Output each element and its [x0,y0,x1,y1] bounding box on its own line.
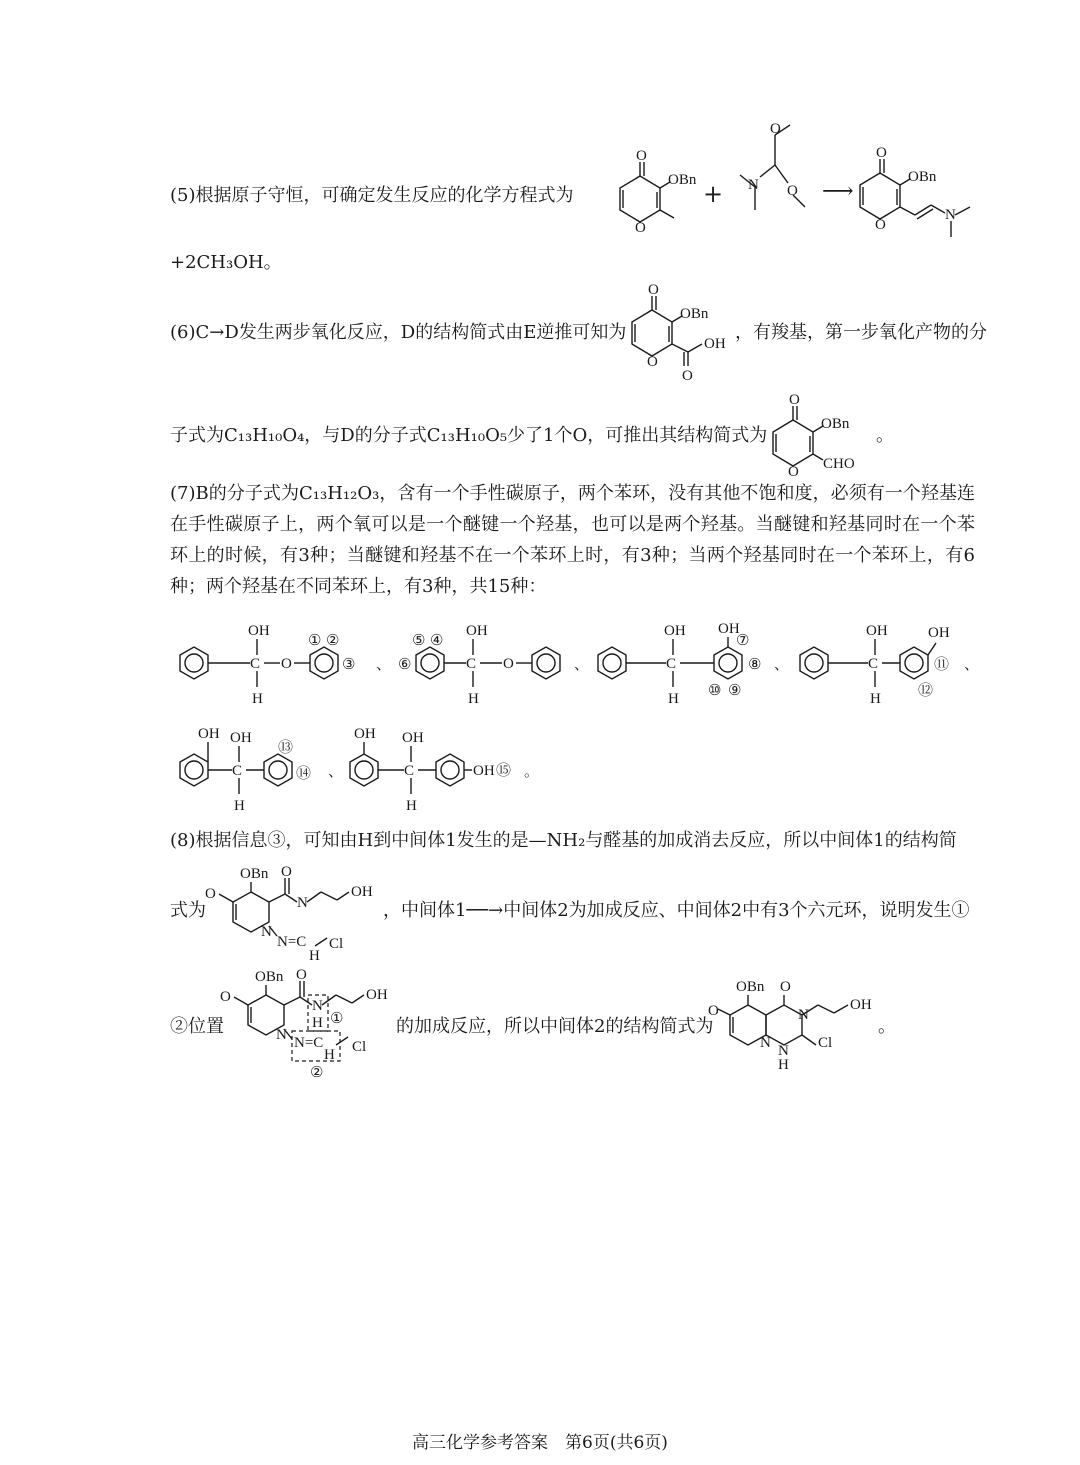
nh-h-label: H [778,1057,789,1073]
pos-2: ② [326,633,340,649]
chiral-c-label: C [666,656,677,672]
ring-oh-label: OH [718,621,740,637]
obn-label: OBn [255,969,284,985]
oh-label: OH [402,730,424,746]
h-label: H [406,798,417,814]
pos-7: ⑦ [736,633,750,649]
oh-label: OH [664,623,686,639]
oh-label: OH [366,987,388,1003]
isomer-3 [598,621,761,707]
ketone-o-label: O [789,392,800,408]
oh-label: OH [248,623,270,639]
intermediate-1-structure [205,862,385,962]
obn-label: OBn [668,172,697,188]
amide-o-label: O [296,967,307,983]
pos-11: ⑪ [934,657,950,673]
ring-o-label: O [635,220,646,236]
section8-line2-after: ，中间体1──→中间体2为加成反应、中间体2中有3个六元环，说明发生① [383,900,970,921]
ring-n-label: N [276,1027,287,1043]
addition-sites-structure [220,965,400,1085]
methoxy-o-label: O [770,121,781,137]
oh-label: OH [466,623,488,639]
ketone-o-label: O [708,1003,719,1019]
obn-label: OBn [680,306,709,322]
ring-n-label: N [261,924,272,940]
ring-n1-label: N [760,1035,771,1051]
section8-line3-before: ②位置 [170,1016,224,1037]
oh-label: OH [230,730,252,746]
amide-n-label: N [312,998,323,1014]
cl-label: Cl [352,1039,367,1055]
h-label: H [252,691,263,707]
chiral-c-label: C [868,656,879,672]
ketone-o-label: O [648,282,659,298]
isomers-row1 [170,615,980,715]
pos-8: ⑧ [748,657,762,673]
amide-o-label: O [281,864,292,880]
ether-o-label: O [281,656,292,672]
pos-15: ⑮ [496,763,512,779]
oh-label: OH [704,336,726,352]
isomers-row2 [170,722,590,822]
separator: 、 [964,657,980,673]
section6-line2-after: 。 [876,425,894,446]
section5-text: (5)根据原子守恒，可确定发生反应的化学方程式为 [170,185,574,206]
ring-o-label: O [647,354,658,370]
mark-2: ② [310,1065,324,1081]
h-label: H [309,948,320,964]
section8-line2-before: 式为 [170,900,206,921]
pos-12: ⑫ [918,683,934,699]
h-label: H [234,798,245,814]
section6-line1-before: (6)C→D发生两步氧化反应，D的结构简式由E逆推可知为 [170,322,627,343]
section6-d-structure [632,282,742,382]
ring-n3-label: N [798,1007,809,1023]
hydrazone-label: N=C [277,934,307,950]
section7-paragraph: (7)B的分子式为C₁₃H₁₂O₃，含有一个手性碳原子，两个苯环，没有其他不饱和度，必须有一个羟基连在手性碳原子上，两个氧可以是一个醚键一个羟基，也可以是两个羟基。当醚键和羟基同时在一个苯环上的时候，有3种；当醚键和羟基不在一个苯环上时，有3种；当两个羟基同时在一个苯环上，有6种；两个羟基在不同苯环上，有3种，共15种： [170,483,975,597]
cl-label: Cl [329,936,344,952]
mark-1: ① [330,1011,344,1027]
ketone-o-label: O [205,886,216,902]
section8-line1: (8)根据信息③，可知由H到中间体1发生的是—NH₂与醛基的加成消去反应，所以中间体1的结构简 [170,830,957,851]
section6-line1-after: ，有羧基，第一步氧化产物的分 [735,322,987,343]
h-label: H [668,691,679,707]
ring-o-label: O [875,217,886,233]
imine-h-label: H [324,1047,335,1063]
pos-13: ⑬ [278,740,294,756]
methoxy-o2-label: O [787,183,798,199]
end-mark: 。 [524,764,540,780]
ketone-o-label: O [876,145,887,161]
ether-o-label: O [503,656,514,672]
ring-oh-label: OH [928,625,950,641]
hydrazone-label: N=C [294,1035,324,1051]
pos-9: ⑨ [728,683,742,699]
pos-10: ⑩ [708,683,722,699]
amide-n-label: N [297,895,308,911]
obn-label: OBn [908,169,937,185]
pos-6: ⑥ [398,657,412,673]
ring-nh-label: N [778,1043,789,1059]
ring-oh-label: OH [198,726,220,742]
oh-label: OH [850,997,872,1013]
n-label: N [748,177,759,193]
ring-o-label: O [788,464,799,480]
plus-sign: + [703,180,724,208]
obn-label: OBn [736,979,765,995]
separator: 、 [328,764,344,780]
carbonyl-o-label: O [682,368,693,384]
ring-oh-label: OH [354,726,376,742]
page-footer: 高三化学参考答案 第6页(共6页) [412,1433,668,1453]
ketone-o-label: O [220,989,231,1005]
obn-label: OBn [240,866,269,882]
section8-line3-after: 。 [878,1016,896,1037]
cho-label: CHO [823,456,855,472]
pos-3: ③ [342,657,356,673]
pos-14: ⑭ [296,766,312,782]
section5-byproduct: +2CH₃OH。 [170,252,282,273]
n-label: N [945,207,956,223]
h-label: H [870,691,881,707]
separator: 、 [574,657,590,673]
separator: 、 [774,657,790,673]
section6-line2-before: 子式为C₁₃H₁₀O₄，与D的分子式C₁₃H₁₀O₅少了1个O，可推出其结构简式为 [170,425,768,446]
oh-label: OH [866,623,888,639]
isomer-4 [800,623,979,707]
isomer-1 [180,623,355,707]
section5-reactant-pyranone [610,148,697,238]
para-oh-label: OH [473,763,495,779]
pos-4: ④ [430,633,444,649]
isomer-2 [398,623,560,707]
ketone-o-label: O [636,148,647,164]
h-label: H [468,691,479,707]
reaction-arrow: ⟶ [822,179,854,204]
separator: 、 [376,657,392,673]
isomer-6 [350,726,539,814]
section8-line3-mid: 的加成反应，所以中间体2的结构简式为 [396,1016,714,1037]
chiral-c-label: C [232,763,243,779]
chiral-c-label: C [466,656,477,672]
chiral-c-label: C [250,656,261,672]
amide-h-label: H [312,1015,323,1031]
intermediate-2-structure [708,975,888,1075]
chiral-c-label: C [404,763,415,779]
cl-label: Cl [818,1035,833,1051]
pos-5: ⑤ [412,633,426,649]
isomer-5 [180,726,311,814]
oh-label: OH [351,884,373,900]
pos-1: ① [308,633,322,649]
amide-o-label: O [780,979,791,995]
section5-product [855,145,985,245]
section5-dmf-dma [730,115,810,225]
obn-label: OBn [821,416,850,432]
section6-aldehyde-structure [773,392,873,482]
